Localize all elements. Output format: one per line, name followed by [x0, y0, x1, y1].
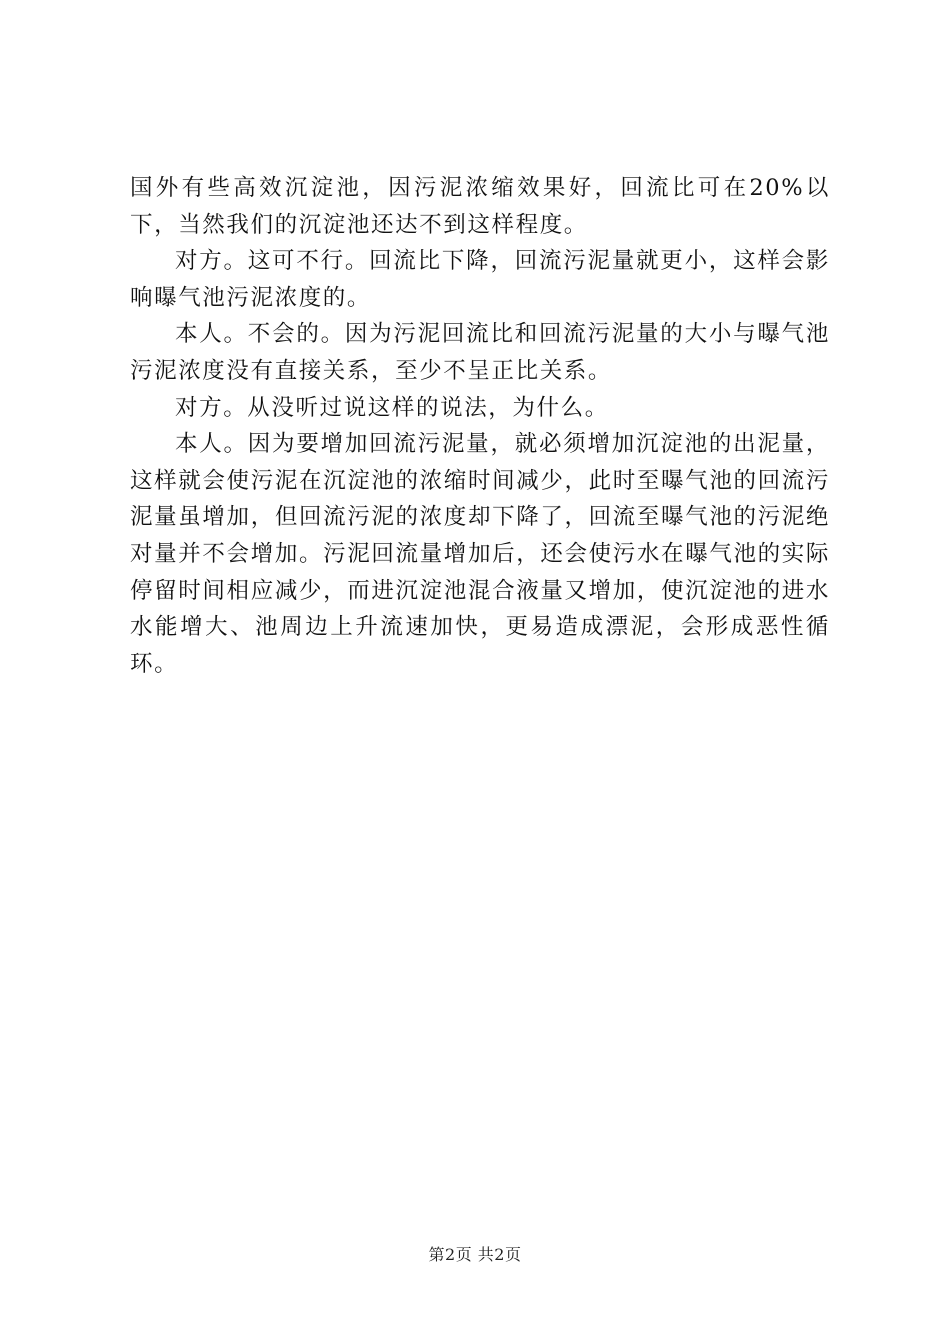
paragraph-continuation: 国外有些高效沉淀池，因污泥浓缩效果好，回流比可在20%以下，当然我们的沉淀池还达不到这样程度。 — [130, 175, 830, 238]
paragraph-dialogue-self: 本人。不会的。因为污泥回流比和回流污泥量的大小与曝气池污泥浓度没有直接关系，至少不呈正比关系。 — [130, 321, 830, 384]
paragraph-dialogue-other: 对方。这可不行。回流比下降，回流污泥量就更小，这样会影响曝气池污泥浓度的。 — [130, 248, 830, 311]
page-footer: 第2页 共2页 — [428, 1245, 522, 1264]
paragraph-dialogue-self: 本人。因为要增加回流污泥量，就必须增加沉淀池的出泥量，这样就会使污泥在沉淀池的浓缩时间减少，此时至曝气池的回流污泥量虽增加，但回流污泥的浓度却下降了，回流至曝气池的污泥绝对量并不会增加。污泥回流量增加后，还会使污水在曝气池的实际停留时间相应减少，而进沉淀池混合液量又增加，使沉淀池的进水水能增大、池周边上升流速加快，更易造成漂泥，会形成恶性循环。 — [130, 431, 830, 677]
document-body — [130, 170, 830, 682]
paragraph-dialogue-other: 对方。从没听过说这样的说法，为什么。 — [175, 394, 609, 421]
